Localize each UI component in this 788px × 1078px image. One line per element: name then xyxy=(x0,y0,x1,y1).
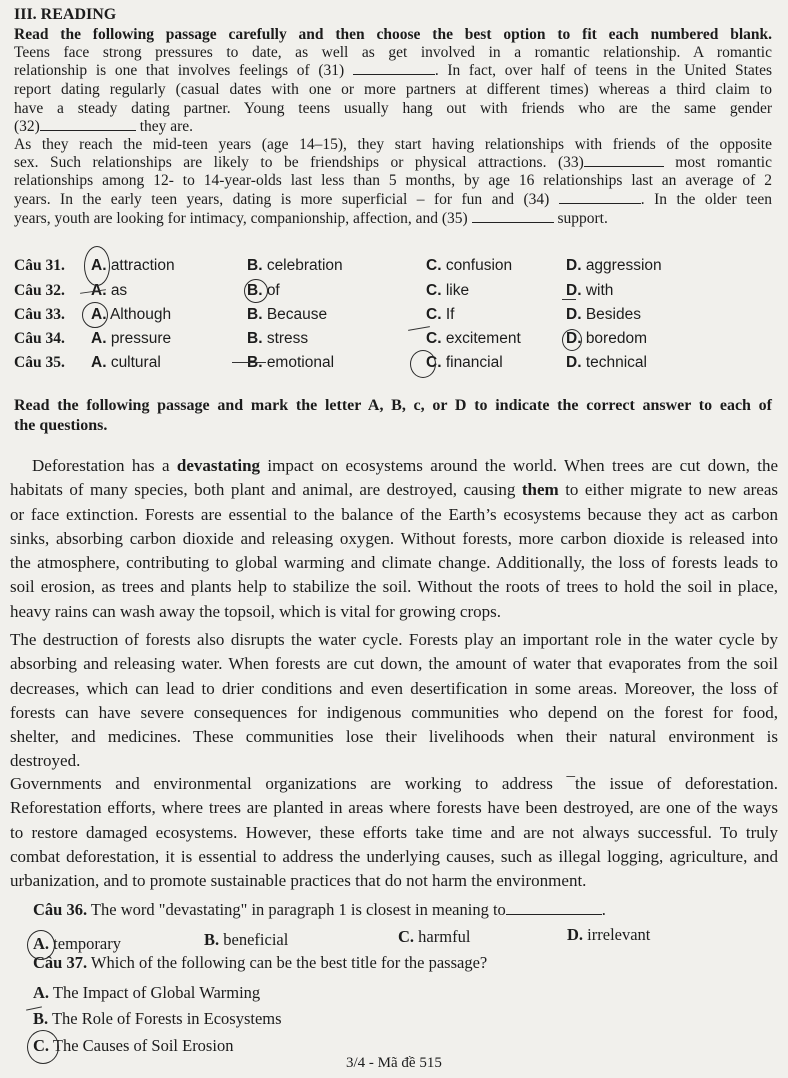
option-text: confusion xyxy=(445,257,513,274)
passage-line: report dating regularly (casual dates with one or more partners at different times) whereas a third claim to xyxy=(14,81,772,98)
passage-text: relationship is one that involves feelings of (31) xyxy=(14,62,353,79)
option-letter: C. xyxy=(426,330,442,347)
blank-33[interactable] xyxy=(584,154,664,167)
q36-option-a[interactable] xyxy=(33,934,121,954)
passage-text: most romantic xyxy=(663,154,772,171)
question-text: The word "devastating" in paragraph 1 is closest in meaning to xyxy=(87,900,506,919)
option-letter: D. xyxy=(566,282,582,299)
paragraph-3 xyxy=(10,772,778,893)
option-text: financial xyxy=(445,354,503,371)
q36-option-c[interactable] xyxy=(398,927,470,947)
section2-instruction-cont: the questions. xyxy=(14,417,108,434)
option-text: irrelevant xyxy=(587,925,651,944)
passage-text: . In fact, over half of teens in the United States xyxy=(434,62,772,79)
option-a[interactable] xyxy=(91,330,171,348)
option-text: like xyxy=(445,282,470,299)
q37-option-a[interactable] xyxy=(33,983,260,1003)
option-text: Because xyxy=(266,306,328,323)
option-letter: B. xyxy=(204,930,220,949)
option-letter: A. xyxy=(91,354,107,371)
option-c[interactable] xyxy=(426,257,512,275)
section-heading: III. READING xyxy=(14,6,117,23)
passage-text: years, youth are looking for intimacy, companionship, affection, and (35) xyxy=(14,210,472,227)
passage-line: have a steady dating partner. Young teens usually hang out with friends who are the same gender xyxy=(14,100,772,117)
passage-text: sex. Such relationships are likely to be friendships or physical attractions. (33) xyxy=(14,154,584,171)
option-text: boredom xyxy=(585,330,647,347)
option-letter: B. xyxy=(247,257,263,274)
option-letter: D. xyxy=(566,257,582,274)
paragraph-line: shelter, and medicines. These communities lose their livelihoods when their natural environment is xyxy=(10,727,778,747)
passage-text: to either migrate to new areas xyxy=(558,480,778,500)
passage-text: they are. xyxy=(135,118,194,135)
option-letter: D. xyxy=(566,330,582,347)
question-label: Câu 35. xyxy=(14,354,65,371)
question-label: Câu 32. xyxy=(14,282,65,299)
option-text: pressure xyxy=(110,330,172,347)
passage-text: impact on ecosystems around the world. When trees are cut down, the xyxy=(260,456,778,475)
option-text: emotional xyxy=(266,354,335,371)
option-d[interactable] xyxy=(566,257,662,275)
paragraph-line: Governments and environmental organizations are working to address ¯the issue of deforestation. xyxy=(10,774,778,793)
option-text: The Causes of Soil Erosion xyxy=(52,1036,234,1055)
option-text: aggression xyxy=(585,257,662,274)
paragraph-line: to restore damaged ecosystems. However, these efforts take time and are not always successful. To truly xyxy=(10,822,778,842)
option-letter: D. xyxy=(566,354,582,371)
option-letter: C. xyxy=(426,306,442,323)
option-text: Although xyxy=(109,306,172,323)
passage-line xyxy=(14,191,772,209)
option-text: technical xyxy=(585,354,647,371)
option-d[interactable] xyxy=(566,330,647,348)
option-letter: B. xyxy=(247,330,263,347)
blank-32[interactable] xyxy=(40,118,136,131)
option-text: temporary xyxy=(53,934,121,953)
passage-line: Teens face strong pressures to date, as well as get involved in a romantic relationship. A romantic xyxy=(14,44,772,61)
paragraph-line: absorbing and releasing water. When forests are cut down, the amount of water that evaporates from the soil xyxy=(10,654,778,674)
option-letter: B. xyxy=(33,1009,49,1028)
paragraph-line: heavy rains can wash away the topsoil, which is vital for growing crops. xyxy=(10,601,501,621)
option-text: harmful xyxy=(418,927,471,946)
paragraph-line: combat deforestation, it is essential to address the underlying causes, such as illegal logging, agriculture, and xyxy=(10,846,778,866)
option-letter: A. xyxy=(33,983,50,1002)
option-c[interactable] xyxy=(426,306,454,324)
option-b[interactable] xyxy=(247,282,280,300)
option-letter: C. xyxy=(33,1036,50,1055)
option-text: beneficial xyxy=(223,930,289,949)
question-label: Câu 36. xyxy=(33,900,88,919)
option-text: Besides xyxy=(585,306,641,323)
blank-34[interactable] xyxy=(559,191,641,204)
answer-blank[interactable] xyxy=(506,902,602,915)
passage-line: As they reach the mid-teen years (age 14–15), they start having relationships with friends of the opposite xyxy=(14,136,772,153)
passage-line xyxy=(14,154,772,172)
option-c[interactable] xyxy=(426,282,469,300)
option-d[interactable] xyxy=(566,306,641,324)
page-footer: 3/4 - Mã đề 515 xyxy=(346,1055,442,1071)
paragraph-line: Reforestation efforts, where trees are planted in areas where forests have been destroyed, are one of the ways xyxy=(10,798,778,818)
passage-line xyxy=(14,118,193,136)
option-text: The Impact of Global Warming xyxy=(52,983,261,1002)
option-letter: A. xyxy=(91,306,107,323)
paragraph-line: or face extinction. Forests are essential to the balance of the Earth’s ecosystems because they act as carbon xyxy=(10,504,778,524)
option-a[interactable] xyxy=(91,306,171,324)
option-text: excitement xyxy=(445,330,521,347)
paragraph-line: destroyed. xyxy=(10,751,81,771)
paragraph-line: decreases, which can lead to drier conditions and even desertification in some areas. Moreover, the loss of xyxy=(10,678,778,698)
paragraph-line: urbanization, and to promote sustainable practices that do not harm the environment. xyxy=(10,871,587,891)
option-text: as xyxy=(110,282,128,299)
option-letter: C. xyxy=(426,354,442,371)
option-text: stress xyxy=(266,330,309,347)
option-b[interactable] xyxy=(247,330,308,348)
option-c[interactable] xyxy=(426,330,521,348)
option-d[interactable] xyxy=(566,282,613,300)
option-text: with xyxy=(585,282,614,299)
q37-option-c[interactable] xyxy=(33,1036,233,1056)
option-letter: D. xyxy=(566,306,582,323)
paragraph-line: the atmosphere, contributing to global warming and climate change. Additionally, the loss of forests leads to xyxy=(10,553,778,573)
q36-option-d[interactable] xyxy=(567,925,650,945)
question-37-stem xyxy=(33,953,487,973)
option-b[interactable] xyxy=(247,354,334,372)
option-letter: C. xyxy=(398,927,415,946)
paragraph-line: forests can have severe consequences for indigenous communities who depend on the forest for food, xyxy=(10,702,778,722)
option-letter: C. xyxy=(426,257,442,274)
blank-35[interactable] xyxy=(472,210,554,223)
option-text: cultural xyxy=(110,354,161,371)
pen-stroke-mark xyxy=(562,299,576,300)
paragraph-line: soil erosion, as trees and plants help to stabilize the soil. Without the roots of trees to hold the soil in place, xyxy=(10,577,778,597)
highlighted-word: devastating xyxy=(176,456,261,475)
option-b[interactable] xyxy=(247,257,343,275)
paragraph-2 xyxy=(10,628,778,774)
question-text: . xyxy=(601,900,606,919)
passage-text: Deforestation has a xyxy=(32,456,177,475)
option-d[interactable] xyxy=(566,354,647,372)
option-a[interactable] xyxy=(91,354,161,372)
passage-text: support. xyxy=(553,210,608,227)
passage-text: habitats of many species, both plant and animal, are destroyed, causing xyxy=(10,480,522,500)
option-letter: B. xyxy=(247,354,263,371)
option-a[interactable] xyxy=(91,257,175,275)
paragraph-line: sinks, absorbing carbon dioxide and releasing oxygen. Without forests, more carbon dioxide is released into xyxy=(10,528,778,548)
option-letter: A. xyxy=(91,257,107,274)
option-letter: B. xyxy=(247,282,263,299)
pen-stroke-mark xyxy=(232,362,266,363)
passage-line: relationships among 12- to 14-year-olds last less than 5 months, by age 16 relationships last an average of 2 xyxy=(14,172,772,189)
question-36-stem xyxy=(33,900,606,920)
passage-text: (32) xyxy=(14,118,40,135)
question-label: Câu 33. xyxy=(14,306,65,323)
section2-instruction: Read the following passage and mark the letter A, B, c, or D to indicate the correct answer to each of xyxy=(14,397,772,414)
option-text: attraction xyxy=(110,257,175,274)
question-label: Câu 37. xyxy=(33,953,88,972)
option-letter: A. xyxy=(91,282,107,299)
passage-text: . In the older teen xyxy=(640,191,773,208)
question-label: Câu 31. xyxy=(14,257,65,274)
highlighted-word: them xyxy=(521,480,559,500)
option-text: The Role of Forests in Ecosystems xyxy=(51,1009,282,1028)
question-label: Câu 34. xyxy=(14,330,65,347)
option-text: If xyxy=(445,306,455,323)
option-letter: A. xyxy=(91,330,107,347)
section-instruction: Read the following passage carefully and then choose the best option to fit each numbered blank. xyxy=(14,26,772,43)
option-text: of xyxy=(266,282,280,299)
option-letter: A. xyxy=(33,934,50,953)
blank-31[interactable] xyxy=(353,62,435,75)
q37-option-b[interactable] xyxy=(33,1009,282,1029)
paragraph-line xyxy=(10,478,778,502)
passage-line xyxy=(14,210,608,228)
option-letter: B. xyxy=(247,306,263,323)
option-text: celebration xyxy=(266,257,343,274)
paragraph-1 xyxy=(10,454,778,624)
question-text: Which of the following can be the best title for the passage? xyxy=(87,953,488,972)
option-letter: D. xyxy=(567,925,584,944)
q36-option-b[interactable] xyxy=(204,930,288,950)
passage-text: years. In the early teen years, dating is more superficial – for fun and (34) xyxy=(14,191,559,208)
paragraph-line: The destruction of forests also disrupts the water cycle. Forests play an important role in the water cycle by xyxy=(10,630,778,649)
option-b[interactable] xyxy=(247,306,327,324)
option-letter: C. xyxy=(426,282,442,299)
passage-line xyxy=(14,62,772,80)
option-c[interactable] xyxy=(426,354,503,372)
paragraph-line xyxy=(10,454,778,478)
